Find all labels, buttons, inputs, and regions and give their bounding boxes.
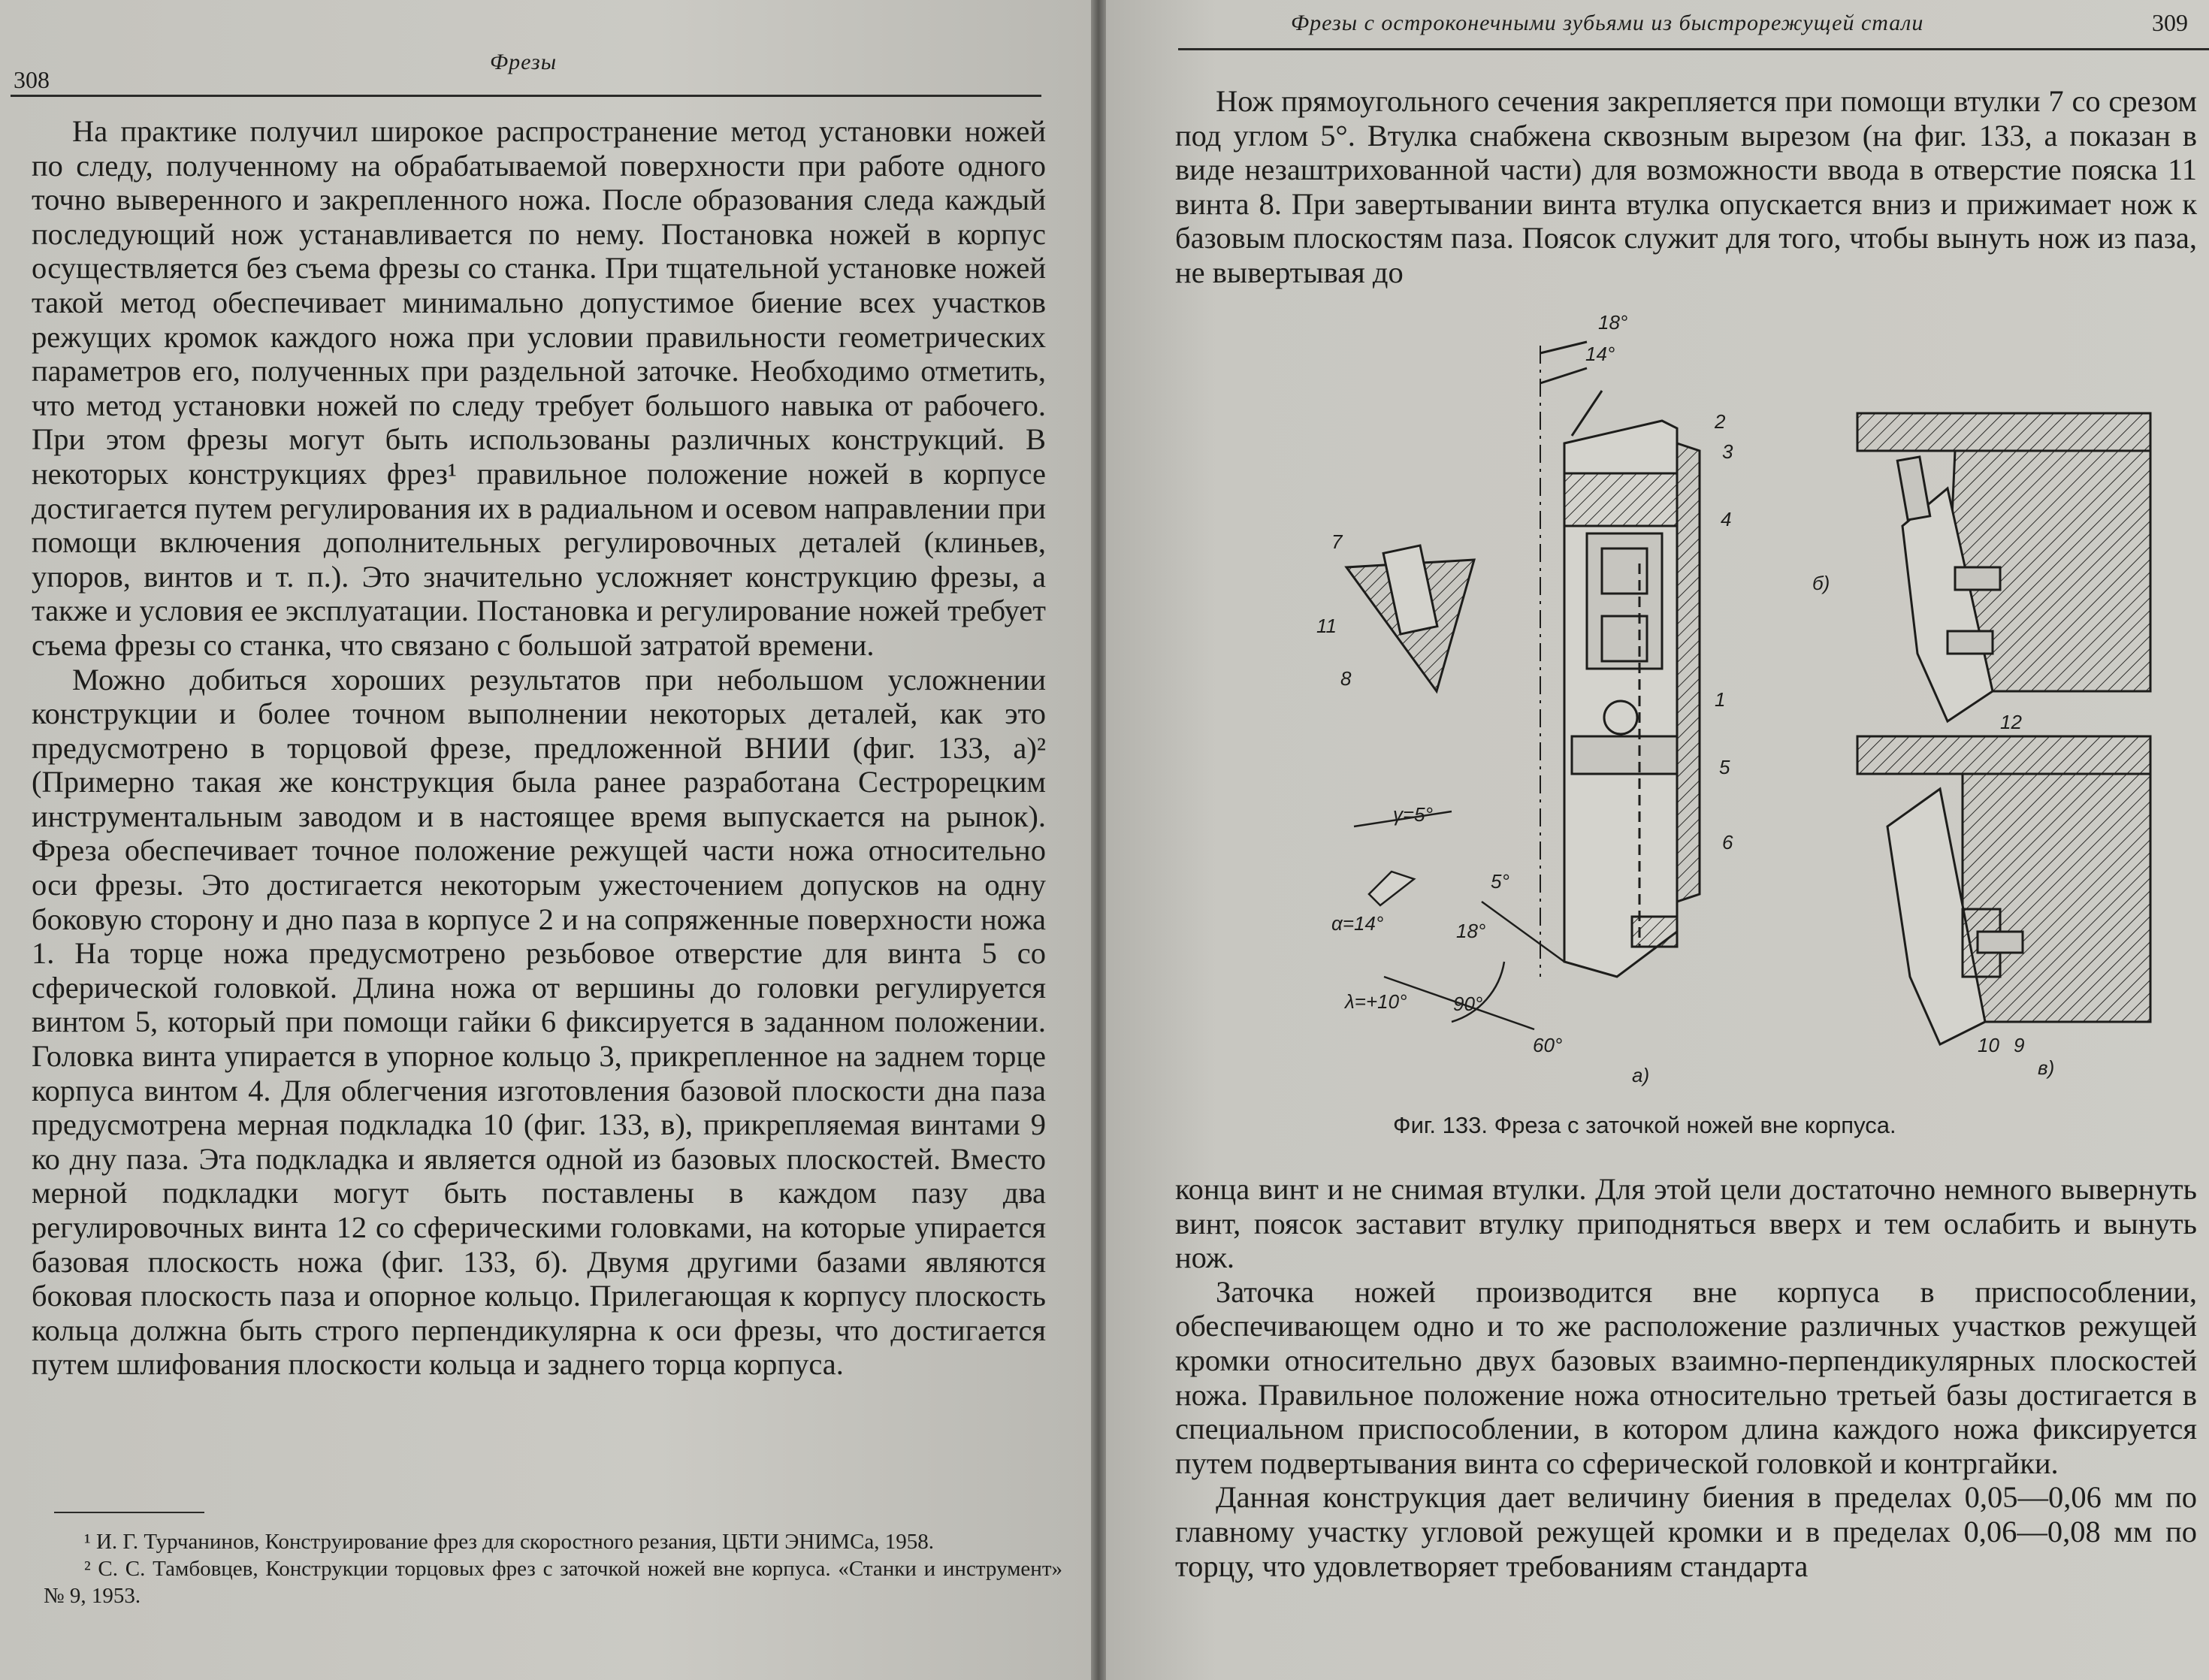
page-number: 308 xyxy=(14,66,50,93)
paragraph: На практике получил широкое распространение метод установки ножей по следу, полученному на обрабатываемой поверхности при работе одного точно выверенного и закрепленного ножа. После образования следа каждый последующий нож устанавливается по нему. Постановка ножей в корпус осуществляется без съема фрезы со станка. При тщательной установке ножей такой метод обеспечивает минимально допустимое биение всех участков режущих кромок каждого ножа при условии правильности геометрических параметров его, полученных при раздельной заточке. Необходимо отметить, что метод установки ножей по следу требует большого навыка от рабочего. При этом фрезы могут быть использованы различных конструкций. В некоторых конструкциях фрез¹ правильное положение ножей в корпусе достигается путем регулирования их в радиальном и осевом направлении при помощи включения дополнительных регулировочных деталей (клиньев, упоров, винтов и т. п.). Это значительно усложняет конструкцию фрезы, а также и условия ее эксплуатации. Постановка и регулирование ножей требует съема фрезы со станка, что связано с большой затратой времени. xyxy=(32,114,1046,662)
paragraph: конца винт и не снимая втулки. Для этой цели достаточно немного вывернуть винт, поясок заставит втулку приподняться вверх и тем ослабить и вынуть нож. xyxy=(1175,1172,2197,1275)
callout-number: 8 xyxy=(1340,667,1352,690)
figure-view-a xyxy=(1540,342,1700,977)
right-text-column-top xyxy=(1175,84,2197,290)
footnote: ¹ И. Г. Турчанинов, Конструирование фрез для скоростного резания, ЦБТИ ЭНИМСа, 1958. xyxy=(84,1530,934,1554)
figure-part-label: в) xyxy=(2038,1056,2055,1079)
angle-label: 90° xyxy=(1453,993,1483,1015)
paragraph: Можно добиться хороших результатов при небольшом усложнении конструкции и более точном выполнении некоторых деталей, как это предусмотрено в торцовой фрезе, предложенной ВНИИ (фиг. 133, а)² (Примерно такая же конструкция была ранее разработана Сестрорецким инструментальным заводом и в настоящее время выпускается на рынок). Фреза обеспечивает точное положение режущей части ножа относительно оси фрезы. Это достигается некоторым ужесточением допусков на одну боковую сторону и дно паза в корпусе 2 и на сопряженные поверхности ножа 1. На торце ножа предусмотрено резьбовое отверстие для винта 5 со сферической головкой. Длина ножа от вершины до головки регулируется винтом 5, который при помощи гайки 6 фиксируется в заданном положении. Головка винта упирается в упорное кольцо 3, прикрепленное на заднем торце корпуса винтом 4. Для облегчения изготовления базовой плоскости дна паза предусмотрена мерная подкладка 10 (фиг. 133, в), прикрепляемая винтами 9 ко дну паза. Эта подкладка и является одной из базовых плоскостей. Вместо мерной подкладки могут быть поставлены в каждом пазу два регулировочных винта 12 со сферическими головками, на которые упирается базовая плоскость ножа (фиг. 133, б). Двумя другими базами являются боковая плоскость паза и опорное кольцо. Прилегающая к корпусу плоскость кольца должна быть строго перпендикулярна к оси фрезы, что достигается путем шлифования плоскости кольца и заднего торца корпуса. xyxy=(32,662,1046,1382)
angle-label: 14° xyxy=(1585,343,1615,365)
figure-detail-wedge xyxy=(1346,545,1474,691)
paragraph: Нож прямоугольного сечения закрепляется при помощи втулки 7 со срезом под углом 5°. Втулка снабжена сквозным вырезом (на фиг. 133, а показан в виде незаштрихованной части) для возможности ввода в отверстие пояска 11 винта 8. При завертывании винта втулка опускается вниз и прижимает нож к базовым плоскостям паза. Поясок служит для того, чтобы вынуть нож из паза, не вывертывая до xyxy=(1175,84,2197,289)
book-gutter xyxy=(1091,0,1106,1680)
callout-number: 6 xyxy=(1722,831,1733,854)
angle-label: 18° xyxy=(1598,311,1628,334)
callout-number: 9 xyxy=(2014,1034,2025,1056)
callout-number: 3 xyxy=(1722,440,1733,463)
running-head: Фрезы xyxy=(490,50,558,74)
running-head: Фрезы с остроконечными зубьями из быстрорежущей стали xyxy=(1291,11,1924,35)
callout-number: 10 xyxy=(1978,1034,1999,1056)
left-text-column xyxy=(32,114,1046,1382)
header-rule xyxy=(1178,48,2209,50)
angle-label: 18° xyxy=(1456,920,1486,942)
callout-number: 5 xyxy=(1719,756,1730,778)
left-page xyxy=(0,0,1091,1680)
page-number: 309 xyxy=(2152,9,2188,36)
callout-number: 2 xyxy=(1715,410,1726,433)
angle-label: γ=5° xyxy=(1393,803,1434,826)
footnote: ² С. С. Тамбовцев, Конструкции торцовых фрез с заточкой ножей вне корпуса. «Станки и инструмент» № 9, 1953. xyxy=(44,1557,1062,1608)
right-page xyxy=(1106,0,2209,1680)
callout-number: 11 xyxy=(1316,615,1337,637)
angle-label: λ=+10° xyxy=(1345,990,1407,1013)
angle-label: 60° xyxy=(1533,1034,1563,1056)
footnotes xyxy=(44,1528,1062,1609)
figure-view-b xyxy=(1857,413,2150,721)
figure-view-c xyxy=(1857,736,2150,1044)
callout-number: 1 xyxy=(1715,688,1726,711)
angle-label: 5° xyxy=(1491,870,1509,893)
header-rule xyxy=(11,95,1041,97)
callout-number: 7 xyxy=(1331,530,1343,553)
callout-number: 12 xyxy=(2000,711,2022,733)
figure-133 xyxy=(1286,301,2158,1127)
paragraph: Заточка ножей производится вне корпуса в приспособлении, обеспечивающем одно и то же расположение различных участков режущей кромки относительно двух базовых взаимно-перпендикулярных плоскостей ножа. Правильное положение ножа относительно третьей базы достигается в специальном приспособлении, в котором длина каждого ножа фиксируется путем подвертывания винта со сферической головкой и контргайки. xyxy=(1175,1274,2197,1480)
callout-number: 4 xyxy=(1721,508,1732,530)
figure-part-label: б) xyxy=(1812,572,1830,594)
footnote-rule xyxy=(54,1512,204,1513)
figure-caption: Фиг. 133. Фреза с заточкой ножей вне корпуса. xyxy=(1393,1112,1896,1138)
figure-part-label: а) xyxy=(1632,1064,1650,1086)
angle-label: α=14° xyxy=(1331,912,1384,935)
paragraph: Данная конструкция дает величину биения в пределах 0,05—0,06 мм по главному участку угловой режущей кромки и в пределах 0,06—0,08 мм по торцу, что удовлетворяет требованиям стандарта xyxy=(1175,1480,2197,1583)
right-text-column-bottom xyxy=(1175,1172,2197,1583)
